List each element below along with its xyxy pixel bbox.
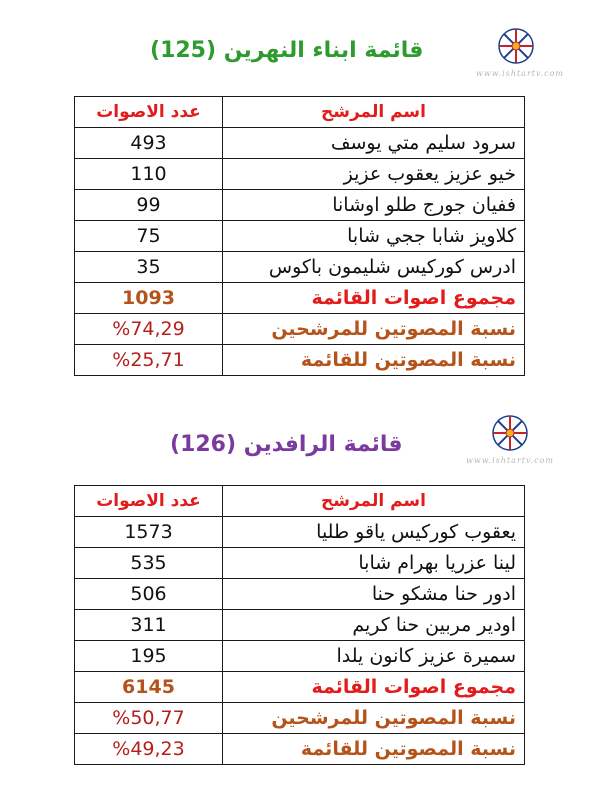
candidate-votes: 195 [75,641,223,672]
table-row [75,579,525,610]
pct-candidates-label: نسبة المصوتين للمرشحين [223,314,525,345]
total-row [75,672,525,703]
candidate-votes: 75 [75,221,223,252]
candidate-name: ففيان جورج طلو اوشانا [223,190,525,221]
header-candidate-name: اسم المرشح [223,486,525,517]
table-row [75,221,525,252]
pct-candidates-value: %74,29 [75,314,223,345]
table-row [75,641,525,672]
table-row [75,517,525,548]
header-candidate-name: اسم المرشح [223,97,525,128]
total-label: مجموع اصوات القائمة [223,672,525,703]
candidate-name: خيو عزيز يعقوب عزيز [223,159,525,190]
pct-candidates-row [75,314,525,345]
pct-candidates-label: نسبة المصوتين للمرشحين [223,703,525,734]
pct-list-row [75,345,525,376]
pct-list-value: %49,23 [75,734,223,765]
candidate-votes: 535 [75,548,223,579]
candidate-votes: 99 [75,190,223,221]
candidate-votes: 506 [75,579,223,610]
table-header-row [75,486,525,517]
candidate-name: ادرس كوركيس شليمون باكوس [223,252,525,283]
pct-list-row [75,734,525,765]
assyrian-star-logo-icon [496,26,536,66]
header-vote-count: عدد الاصوات [75,97,223,128]
total-value: 1093 [75,283,223,314]
candidate-name: كلاويز شابا ججي شابا [223,221,525,252]
table-header-row [75,97,525,128]
pct-list-value: %25,71 [75,345,223,376]
candidate-votes: 35 [75,252,223,283]
table-row [75,548,525,579]
total-row [75,283,525,314]
candidate-votes: 110 [75,159,223,190]
candidate-votes: 493 [75,128,223,159]
pct-list-label: نسبة المصوتين للقائمة [223,734,525,765]
total-value: 6145 [75,672,223,703]
table-row [75,159,525,190]
table-row [75,252,525,283]
list-125-title: قائمة ابناء النهرين (125) [150,38,424,63]
pct-list-label: نسبة المصوتين للقائمة [223,345,525,376]
table-row [75,190,525,221]
candidate-name: سميرة عزيز كانون يلدا [223,641,525,672]
table-row [75,128,525,159]
table-row [75,610,525,641]
candidate-name: سرود سليم متي يوسف [223,128,525,159]
watermark-text: www.ishtartv.com [466,456,554,465]
candidate-name: لينا عزريا بهرام شابا [223,548,525,579]
list-126-title: قائمة الرافدين (126) [170,432,403,457]
list-125-table [74,96,525,376]
pct-candidates-row [75,703,525,734]
assyrian-star-logo-icon [490,413,530,453]
candidate-votes: 1573 [75,517,223,548]
total-label: مجموع اصوات القائمة [223,283,525,314]
candidate-votes: 311 [75,610,223,641]
watermark-text: www.ishtartv.com [476,69,564,78]
pct-candidates-value: %50,77 [75,703,223,734]
candidate-name: اودير مربين حنا كريم [223,610,525,641]
candidate-name: ادور حنا مشكو حنا [223,579,525,610]
candidate-name: يعقوب كوركيس ياقو طليا [223,517,525,548]
list-126-table [74,485,525,765]
header-vote-count: عدد الاصوات [75,486,223,517]
